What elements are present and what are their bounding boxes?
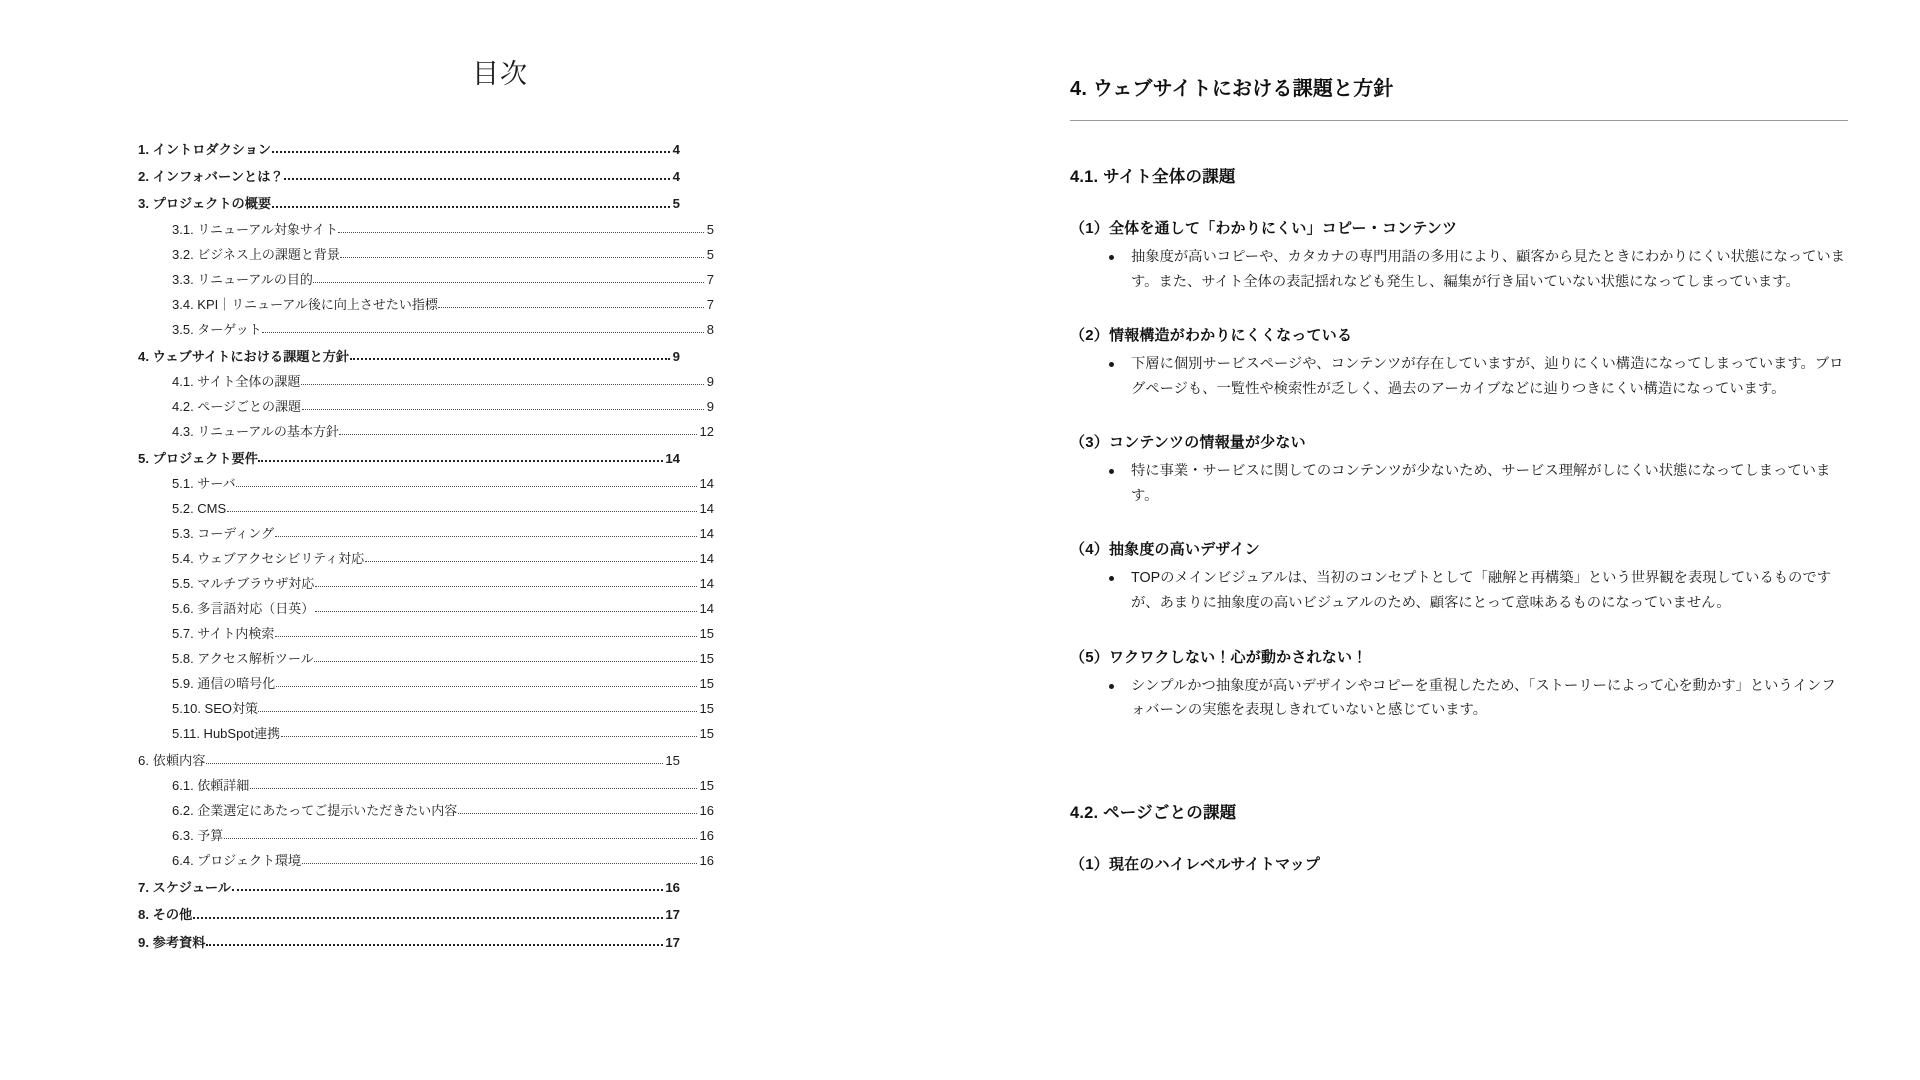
toc-entry-label: 1. イントロダクション <box>138 142 272 157</box>
toc-leader-dots <box>206 762 663 764</box>
toc-entry-page-number: 17 <box>665 907 680 923</box>
toc-entry[interactable] <box>138 702 714 716</box>
toc-entry-page-number: 5 <box>706 246 714 262</box>
toc-entry-label: 3.4. KPI｜リニューアル後に向上させたい指標 <box>172 296 438 312</box>
subsection-heading: （5）ワクワクしない！心が動かされない！ <box>1070 648 1368 666</box>
toc-entry[interactable] <box>138 170 680 184</box>
toc-entry-page-number: 15 <box>665 753 680 769</box>
toc-leader-dots <box>272 150 671 153</box>
toc-leader-dots <box>276 685 697 687</box>
toc-entry-page-number: 14 <box>699 551 714 567</box>
section-heading-4-1: 4.1. サイト全体の課題 <box>1070 168 1236 186</box>
toc-leader-dots <box>339 433 697 435</box>
document-body-pane <box>960 0 1920 1080</box>
toc-leader-dots <box>340 256 704 258</box>
toc-leader-dots <box>281 735 697 737</box>
toc-entry[interactable] <box>138 273 714 287</box>
toc-entry[interactable] <box>138 248 714 262</box>
toc-entry-label: 5.2. CMS <box>172 501 227 517</box>
toc-leader-dots <box>458 812 697 814</box>
toc-entry-label: 5.5. マルチブラウザ対応 <box>172 576 315 592</box>
toc-leader-dots <box>250 787 697 789</box>
toc-entry-page-number: 5 <box>706 221 714 237</box>
toc-entry[interactable] <box>138 829 714 843</box>
toc-entry-label: 5.8. アクセス解析ツール <box>172 651 314 667</box>
toc-entry-label: 5. プロジェクト要件 <box>138 450 258 466</box>
bullet-list <box>1070 674 1848 723</box>
toc-entry[interactable] <box>138 223 714 237</box>
toc-entry-page-number: 15 <box>699 651 714 667</box>
page-title: 4. ウェブサイトにおける課題と方針 <box>1070 78 1394 100</box>
toc-entry-label: 2. インフォバーンとは？ <box>138 169 284 185</box>
toc-leader-dots <box>315 610 697 612</box>
bullet-list <box>1070 245 1848 294</box>
subsection-heading: （4）抽象度の高いデザイン <box>1070 541 1260 559</box>
toc-entry-page-number: 9 <box>672 348 680 364</box>
toc-entry-label: 6.3. 予算 <box>172 828 224 844</box>
toc-entry-label: 9. 参考資料 <box>138 934 206 950</box>
toc-entry-page-number: 15 <box>699 676 714 692</box>
toc-entry-label: 6.1. 依頼詳細 <box>172 778 250 794</box>
toc-entry[interactable] <box>138 881 680 895</box>
toc-entry[interactable] <box>138 197 680 211</box>
toc-entry-label: 3.3. リニューアルの目的 <box>172 271 313 287</box>
toc-entry-label: 6.2. 企業選定にあたってご提示いただきたい内容 <box>172 803 458 819</box>
toc-entry-label: 7. スケジュール <box>138 880 231 896</box>
toc-leader-dots <box>438 306 704 308</box>
bullet-item: TOPのメインビジュアルは、当初のコンセプトとして「融解と再構築」という世界観を表現しているものですが、あまりに抽象度の高いビジュアルのため、顧客にとって意味あるものになっていません。 <box>1106 566 1848 615</box>
subsection-heading: （2）情報構造がわかりにくくなっている <box>1070 327 1353 345</box>
toc-leader-dots <box>275 635 697 637</box>
toc-entry-label: 3. プロジェクトの概要 <box>138 196 272 212</box>
toc-entry-page-number: 17 <box>665 934 680 950</box>
toc-entry[interactable] <box>138 298 714 312</box>
toc-leader-dots <box>224 837 697 839</box>
toc-leader-dots <box>236 485 697 487</box>
toc-entry[interactable] <box>138 652 714 666</box>
toc-leader-dots <box>301 383 704 385</box>
toc-entry[interactable] <box>138 375 714 389</box>
toc-entry-page-number: 15 <box>699 626 714 642</box>
toc-entry-label: 4.1. サイト全体の課題 <box>172 373 301 389</box>
bullet-list <box>1070 352 1848 401</box>
toc-entry[interactable] <box>138 779 714 793</box>
toc-entry-label: 6.4. プロジェクト環境 <box>172 853 302 869</box>
subsection-heading: （1）現在のハイレベルサイトマップ <box>1070 855 1321 873</box>
toc-leader-dots <box>272 205 671 208</box>
bullet-item: 下層に個別サービスページや、コンテンツが存在していますが、辿りにくい構造になってしまっています。ブログページも、一覧性や検索性が乏しく、過去のアーカイブなどに辿りつきにくい構造になっています。 <box>1106 352 1848 401</box>
toc-entry-page-number: 14 <box>699 501 714 517</box>
toc-entry-label: 5.9. 通信の暗号化 <box>172 676 276 692</box>
toc-leader-dots <box>350 357 671 360</box>
toc-entry-label: 5.10. SEO対策 <box>172 701 258 717</box>
toc-entry-label: 3.1. リニューアル対象サイト <box>172 221 338 237</box>
toc-entry-page-number: 16 <box>699 853 714 869</box>
section-spacer <box>1070 723 1848 757</box>
toc-leader-dots <box>232 888 663 891</box>
toc-entry-label: 3.2. ビジネス上の課題と背景 <box>172 246 340 262</box>
toc-entry-page-number: 9 <box>706 398 714 414</box>
toc-entry-page-number: 14 <box>699 601 714 617</box>
bullet-list <box>1070 566 1848 615</box>
toc-entry[interactable] <box>138 577 714 591</box>
toc-leader-dots <box>313 281 704 283</box>
toc-entry-page-number: 12 <box>699 423 714 439</box>
toc-entry[interactable] <box>138 627 714 641</box>
toc-entry-label: 5.4. ウェブアクセシビリティ対応 <box>172 551 365 567</box>
toc-entry[interactable] <box>138 400 714 414</box>
bullet-list <box>1070 459 1848 508</box>
toc-entry[interactable] <box>138 552 714 566</box>
toc-entry-page-number: 4 <box>672 142 680 157</box>
bullet-item: シンプルかつ抽象度が高いデザインやコピーを重視したため、「ストーリーによって心を動かす」というインフォバーンの実態を表現しきれていないと感じています。 <box>1106 674 1848 723</box>
section-4-1-items <box>1070 217 1848 723</box>
toc-entry-page-number: 5 <box>672 196 680 212</box>
toc-entry-label: 6. 依頼内容 <box>138 753 206 769</box>
toc-entry-label: 5.1. サーバ <box>172 476 236 492</box>
toc-entry[interactable] <box>138 143 680 157</box>
toc-entry[interactable] <box>138 527 714 541</box>
toc-entry-page-number: 8 <box>706 321 714 337</box>
title-divider <box>1070 120 1848 121</box>
toc-entry[interactable] <box>138 477 714 491</box>
toc-entry-label: 4. ウェブサイトにおける課題と方針 <box>138 348 350 364</box>
toc-entry[interactable] <box>138 727 714 741</box>
toc-entry-label: 5.11. HubSpot連携 <box>172 726 281 742</box>
section-4-2-items <box>1070 853 1848 874</box>
toc-entry[interactable] <box>138 602 714 616</box>
bullet-item: 抽象度が高いコピーや、カタカナの専門用語の多用により、顧客から見たときにわかりにくい状態になっています。また、サイト全体の表記揺れなども発生し、編集が行き届いていない状態になってしまっています。 <box>1106 245 1848 294</box>
toc-entry-page-number: 14 <box>699 576 714 592</box>
toc-entry-page-number: 7 <box>706 296 714 312</box>
toc-entry[interactable] <box>138 452 680 466</box>
toc-entry-label: 4.3. リニューアルの基本方針 <box>172 423 339 439</box>
toc-entry-page-number: 4 <box>672 169 680 185</box>
toc-entry-label: 5.7. サイト内検索 <box>172 626 275 642</box>
toc-entry[interactable] <box>138 754 680 768</box>
toc-entry-label: 5.6. 多言語対応（日英） <box>172 601 315 617</box>
toc-leader-dots <box>262 331 704 333</box>
toc-entry-label: 3.5. ターゲット <box>172 321 262 337</box>
toc-entry-page-number: 15 <box>699 701 714 717</box>
toc-leader-dots <box>302 862 697 864</box>
toc-leader-dots <box>275 535 698 537</box>
toc-leader-dots <box>315 585 697 587</box>
toc-entry[interactable] <box>138 936 680 950</box>
toc-leader-dots <box>227 510 697 512</box>
toc-leader-dots <box>206 943 663 946</box>
toc-entry-page-number: 16 <box>699 828 714 844</box>
toc-title: 目次 <box>472 59 528 89</box>
toc-entry[interactable] <box>138 908 680 922</box>
subsection-heading: （1）全体を通して「わかりにくい」コピー・コンテンツ <box>1070 220 1458 237</box>
toc-entry-page-number: 16 <box>699 803 714 819</box>
toc-entry[interactable] <box>138 502 714 516</box>
toc-entry-page-number: 14 <box>699 476 714 492</box>
toc-leader-dots <box>338 231 704 233</box>
toc-entry-label: 4.2. ページごとの課題 <box>172 398 302 414</box>
toc-entry-page-number: 14 <box>699 526 714 542</box>
toc-entry-page-number: 7 <box>706 271 714 287</box>
section-heading-4-2: 4.2. ページごとの課題 <box>1070 803 1237 822</box>
toc-leader-dots <box>258 710 697 712</box>
toc-leader-dots <box>193 916 663 919</box>
toc-leader-dots <box>258 459 662 462</box>
toc-entry[interactable] <box>138 323 714 337</box>
toc-leader-dots <box>365 560 697 562</box>
toc-entry-page-number: 9 <box>706 373 714 389</box>
toc-entry-page-number: 14 <box>665 450 680 466</box>
toc-leader-dots <box>314 660 697 662</box>
subsection-heading: （3）コンテンツの情報量が少ない <box>1070 434 1306 452</box>
toc-entry[interactable] <box>138 425 714 439</box>
toc-entry-page-number: 15 <box>699 778 714 794</box>
toc-entry[interactable] <box>138 677 714 691</box>
bullet-item: 特に事業・サービスに関してのコンテンツが少ないため、サービス理解がしにくい状態になってしまっています。 <box>1106 459 1848 508</box>
toc-entry-page-number: 15 <box>699 726 714 742</box>
toc-entry[interactable] <box>138 350 680 364</box>
toc-entry[interactable] <box>138 804 714 818</box>
toc-leader-dots <box>284 177 670 180</box>
toc-entry-label: 5.3. コーディング <box>172 526 274 542</box>
toc-entry[interactable] <box>138 854 714 868</box>
toc-entry-label: 8. その他 <box>138 907 193 923</box>
toc-entry-page-number: 16 <box>665 880 680 896</box>
toc-leader-dots <box>302 408 705 410</box>
toc-list <box>0 143 960 950</box>
